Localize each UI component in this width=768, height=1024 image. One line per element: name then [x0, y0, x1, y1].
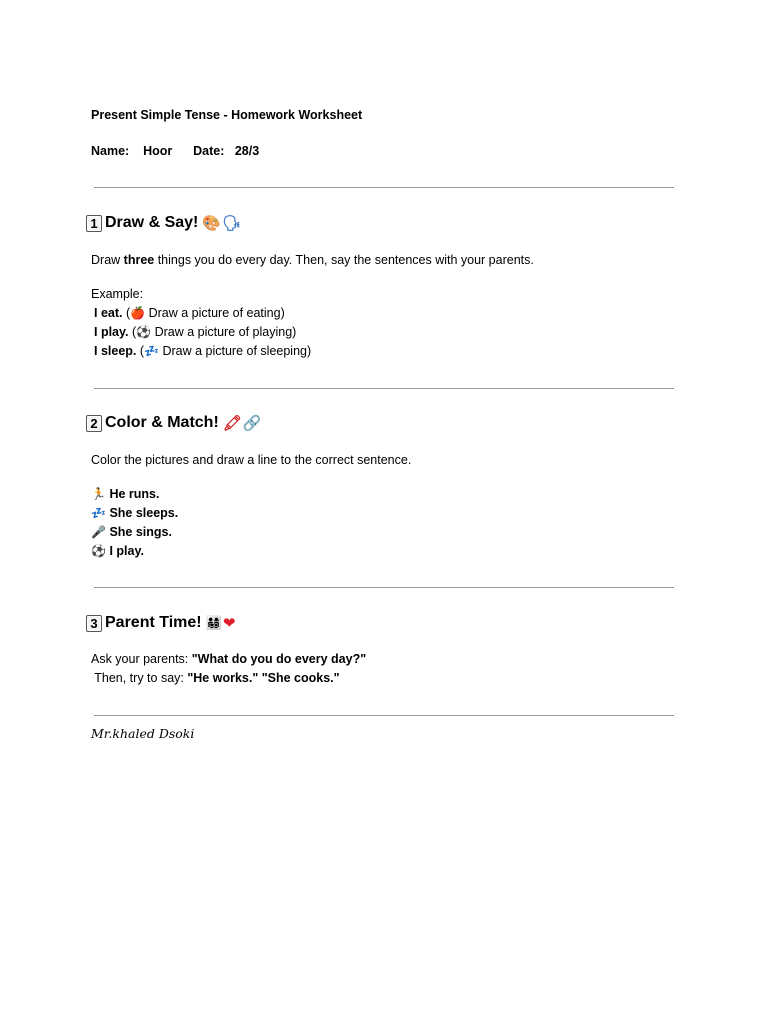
date-label: Date: — [193, 144, 225, 158]
example-label: Example: — [91, 287, 144, 301]
match-item: 🎤 She sings. — [91, 525, 172, 539]
soccer-ball-icon: ⚽ — [136, 325, 152, 339]
example-line: I play. (⚽ Draw a picture of playing) — [94, 325, 297, 339]
crayon-icon: 🖍 — [222, 414, 242, 432]
example-line: I sleep. (💤 Draw a picture of sleeping) — [94, 344, 312, 358]
example-line: I eat. (🍎 Draw a picture of eating) — [94, 306, 285, 320]
name-label: Name: — [91, 144, 130, 158]
section-3-title: Parent Time! — [105, 614, 202, 631]
palette-icon: 🎨 — [202, 214, 222, 232]
speaking-head-icon: 🗣 — [222, 214, 242, 232]
section-number-badge: 3 — [86, 615, 102, 632]
section-3-line-1: Ask your parents: "What do you do every day?" — [91, 652, 367, 666]
section-2-instruction: Color the pictures and draw a line to the correct sentence. — [91, 453, 412, 467]
match-item: ⚽ I play. — [91, 544, 144, 558]
divider — [94, 715, 674, 716]
family-icon: 👨‍👩‍👧‍👦 — [205, 615, 222, 631]
teacher-signature: Mr.khaled Dsoki — [91, 726, 195, 741]
zzz-icon: 💤 — [91, 506, 106, 520]
section-number-badge: 1 — [86, 215, 102, 232]
section-3-line-2: Then, try to say: "He works." "She cooks." — [91, 671, 340, 685]
section-2-title: Color & Match! — [105, 414, 219, 431]
match-item: 🏃 He runs. — [91, 487, 160, 501]
name-value: Hoor — [143, 144, 173, 158]
zzz-icon: 💤 — [144, 344, 159, 358]
section-1-heading — [86, 214, 241, 232]
date-value: 28/3 — [234, 144, 260, 158]
divider — [94, 587, 674, 588]
section-3-heading — [86, 614, 235, 632]
runner-icon: 🏃 — [91, 487, 106, 501]
divider — [94, 388, 674, 389]
worksheet-title: Present Simple Tense - Homework Worksheet — [91, 108, 363, 122]
soccer-ball-icon: ⚽ — [91, 544, 106, 558]
section-1-title: Draw & Say! — [105, 214, 199, 231]
student-info — [91, 144, 259, 158]
microphone-icon: 🎤 — [91, 525, 106, 539]
section-2-heading — [86, 414, 262, 432]
match-item: 💤 She sleeps. — [91, 506, 179, 520]
apple-icon: 🍎 — [130, 306, 146, 320]
section-number-badge: 2 — [86, 415, 102, 432]
divider — [94, 187, 674, 188]
section-1-instruction: Draw three things you do every day. Then, say the sentences with your parents. — [91, 253, 534, 267]
link-icon: 🔗 — [242, 414, 262, 432]
red-heart-icon: ❤ — [222, 614, 236, 632]
